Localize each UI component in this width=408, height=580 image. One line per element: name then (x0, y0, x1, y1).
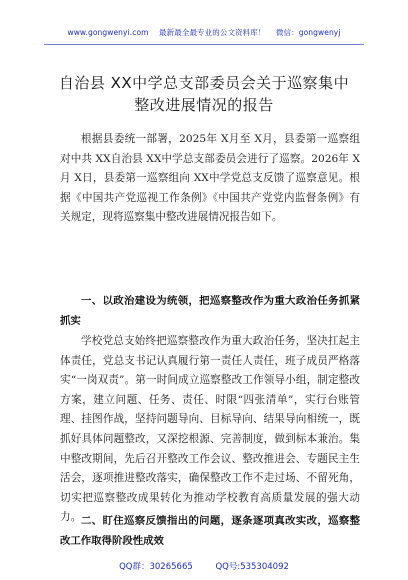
document-title (30, 72, 378, 116)
header-bar (0, 0, 408, 48)
intro-paragraph-block (60, 130, 360, 228)
section-1-heading-block (60, 292, 360, 331)
footer-contact (0, 560, 408, 572)
section-1-heading: 一、以政治建设为统领，把巡察整改作为重大政治任务抓紧抓实 (60, 295, 360, 327)
footer-qq-id: QQ号:535304092 (215, 562, 289, 572)
intro-paragraph: 根据县委统一部署，2025年 X月至 X月，县委第一巡察组对中共 XX自治县 XX中学总支部委员会进行了巡察。2026年 X月 X日，县委第一巡察组向 XX中学党总支反馈了巡察意见。根据《中国共产党巡视工作条例》《中国共产党党内监督条例》有关规定，现将巡察集中整改进展情况报告如下。 (60, 133, 360, 224)
header-website[interactable]: www.gongwenyi.com (67, 28, 149, 37)
section-2-heading-block (60, 512, 360, 551)
header-wechat: 微信：gongwenyj (275, 28, 341, 37)
header-slogan: 最新最全最专业的公文资料库！ (159, 28, 266, 37)
section-1-body-block (60, 332, 360, 528)
title-line-2: 整改进展情况的报告 (134, 96, 274, 114)
footer-qq-group: QQ群：30265665 (119, 562, 193, 572)
header-divider (44, 44, 364, 45)
section-1-paragraph: 学校党总支始终把巡察整改作为重大政治任务，坚决扛起主体责任，党总支书记认真履行第一责任人责任，班子成员严格落实“一岗双责”。第一时间成立巡察整改工作领导小组，制定整改方案，建立问题、任务、责任、时限“四张清单”，实行台账管理、挂图作战，坚持问题导向、目标导向、结果导向相统一，既抓好具体问题整改，又深挖根源、完善制度，做到标本兼治。集中整改期间，先后召开整改工作会议、整改推进会、专题民主生活会，逐项推进整改落实，确保整改工作不走过场、不留死角，切实把巡察整改成果转化为推动学校教育高质量发展的强大动力。 (60, 335, 360, 524)
header-watermark (0, 27, 408, 38)
section-2-heading: 二、盯住巡察反馈指出的问题，逐条逐项真改实改，巡察整改工作取得阶段性成效 (60, 515, 360, 547)
title-line-1: 自治县 XX中学总支部委员会关于巡察集中 (58, 74, 350, 92)
